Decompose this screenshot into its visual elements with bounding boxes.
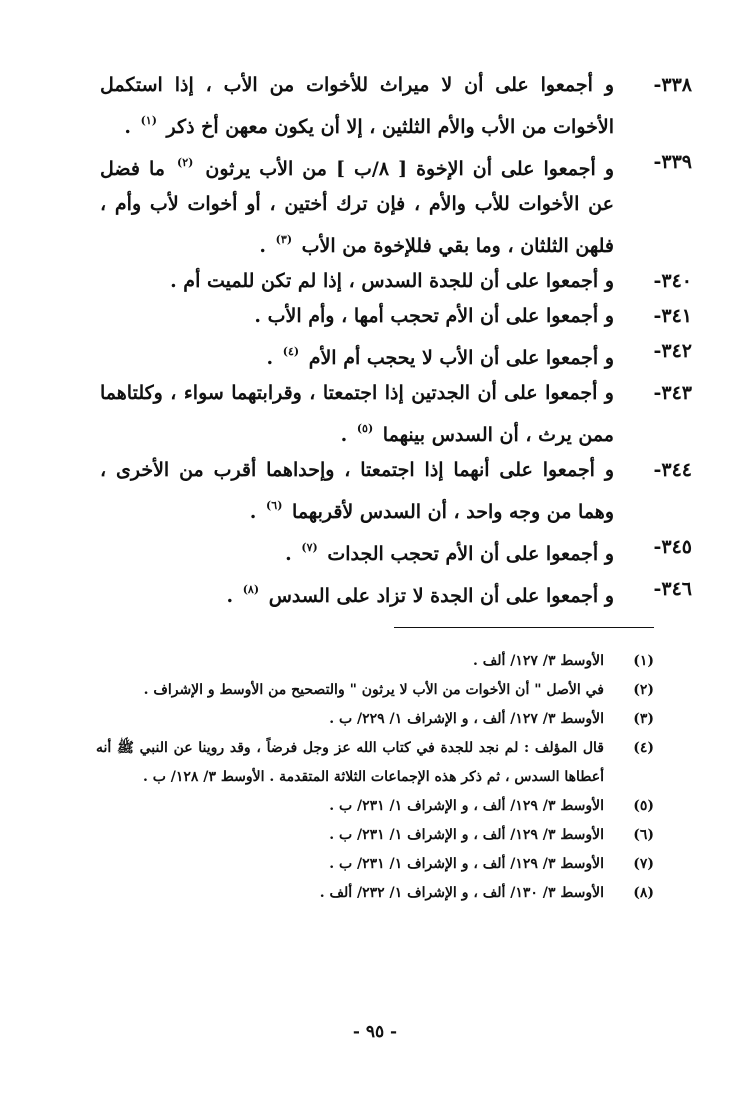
consensus-entry-342 bbox=[100, 334, 692, 376]
entry-text bbox=[100, 453, 614, 530]
footnote-text: قال المؤلف : لم نجد للجدة في كتاب الله عز وجل فرضاً ، وقد روينا عن النبي ﷺ أنه أعطاها السدس ، ثم ذكر هذه الإجماعات الثلاثة المتقدمة . الأوسط ٣/ ١٢٨/ ب . bbox=[96, 740, 604, 785]
entry-number: ٣٤٣- bbox=[653, 382, 692, 404]
entry-number: ٣٣٩- bbox=[653, 151, 692, 173]
footnote-text: الأوسط ٣/ ١٢٩/ ألف ، و الإشراف ١/ ٢٣١/ ب . bbox=[329, 798, 604, 814]
footnotes bbox=[96, 647, 654, 908]
entry-text bbox=[100, 376, 614, 453]
entry-tail: . bbox=[226, 585, 234, 607]
entry-body: و أجمعوا على أن الجدتين إذا اجتمعتا ، وقرابتهما سواء ، وكلتاهما ممن يرث ، أن السدس بينهما bbox=[100, 382, 614, 446]
entry-number: ٣٤١- bbox=[653, 305, 692, 327]
entry-tail: . bbox=[285, 543, 292, 565]
entry-text bbox=[100, 299, 614, 334]
footnote-number: (١) bbox=[633, 653, 654, 669]
footnote-number: (٥) bbox=[633, 798, 654, 814]
entry-tail: . bbox=[266, 347, 274, 369]
entry-text bbox=[100, 530, 614, 572]
entry-body: و أجمعوا على أن الجدة لا تزاد على السدس bbox=[268, 585, 614, 607]
footnote-ref[interactable]: (٧) bbox=[301, 541, 318, 554]
entry-tail: . bbox=[124, 116, 131, 138]
entry-number: ٣٤٤- bbox=[653, 459, 692, 481]
footnote-number: (٣) bbox=[633, 711, 654, 727]
footnote-6 bbox=[96, 821, 654, 850]
entry-text bbox=[100, 572, 614, 614]
footnote-text: الأوسط ٣/ ١٢٧/ ألف . bbox=[472, 653, 604, 669]
consensus-entry-346 bbox=[100, 572, 692, 614]
footnote-divider bbox=[394, 627, 654, 628]
entry-text bbox=[100, 145, 614, 264]
footnote-number: (٧) bbox=[633, 856, 654, 872]
footnote-text: في الأصل " أن الأخوات من الأب لا يرثون " والتصحيح من الأوسط و الإشراف . bbox=[143, 682, 604, 698]
consensus-list bbox=[100, 68, 692, 614]
footnote-ref[interactable]: (٦) bbox=[266, 499, 283, 512]
consensus-entry-339 bbox=[100, 145, 692, 264]
entry-number: ٣٣٨- bbox=[653, 74, 692, 96]
entry-body: و أجمعوا على أن الإخوة [ ٨/ب ] من الأب يرثون bbox=[205, 158, 615, 180]
consensus-entry-338 bbox=[100, 68, 692, 145]
entry-body: و أجمعوا على أنهما إذا اجتمعتا ، وإحداهما أقرب من الأخرى ، وهما من وجه واحد ، أن السدس لأقربهما bbox=[100, 459, 614, 523]
footnote-ref[interactable]: (٢) bbox=[177, 156, 194, 169]
entry-body: و أجمعوا على أن الأب لا يحجب أم الأم bbox=[308, 347, 614, 369]
consensus-entry-344 bbox=[100, 453, 692, 530]
footnote-number: (٢) bbox=[633, 682, 654, 698]
consensus-entry-340 bbox=[100, 264, 692, 299]
entry-text bbox=[100, 334, 614, 376]
entry-text bbox=[100, 264, 614, 299]
entry-tail: . bbox=[249, 501, 257, 523]
footnote-7 bbox=[96, 850, 654, 879]
consensus-entry-341 bbox=[100, 299, 692, 334]
footnote-5 bbox=[96, 792, 654, 821]
footnote-ref[interactable]: (١) bbox=[140, 114, 157, 127]
entry-text bbox=[100, 68, 614, 145]
footnote-ref[interactable]: (٤) bbox=[282, 345, 300, 358]
entry-body: و أجمعوا على أن لا ميراث للأخوات من الأب ، إذا استكمل الأخوات من الأب والأم الثلثين ، إلا أن يكون معهن أخ ذكر bbox=[100, 74, 614, 138]
footnote-4 bbox=[96, 734, 654, 792]
entry-number: ٣٤٢- bbox=[653, 340, 692, 362]
entry-body: و أجمعوا على أن الأم تحجب أمها ، وأم الأب . bbox=[254, 305, 614, 327]
entry-body: و أجمعوا على أن للجدة السدس ، إذا لم تكن للميت أم . bbox=[170, 270, 614, 292]
footnote-8 bbox=[96, 879, 654, 908]
entry-number: ٣٤٠- bbox=[653, 270, 692, 292]
entry-number: ٣٤٥- bbox=[653, 536, 692, 558]
consensus-entry-345 bbox=[100, 530, 692, 572]
footnote-2 bbox=[96, 676, 654, 705]
footnote-number: (٤) bbox=[633, 740, 654, 756]
footnote-ref[interactable]: (٣) bbox=[275, 233, 293, 246]
footnote-text: الأوسط ٣/ ١٣٠/ ألف ، و الإشراف ١/ ٢٣٢/ ألف . bbox=[319, 885, 604, 901]
entry-tail: . bbox=[340, 424, 348, 446]
footnote-text: الأوسط ٣/ ١٢٩/ ألف ، و الإشراف ١/ ٢٣١/ ب . bbox=[329, 827, 604, 843]
entry-tail: ما فضل عن الأخوات للأب والأم ، فإن ترك أختين ، أو أخوات لأب وأم ، فلهن الثلثان ، وما بقي فللإخوة من الأب bbox=[100, 158, 614, 257]
footnote-3 bbox=[96, 705, 654, 734]
entry-body: و أجمعوا على أن الأم تحجب الجدات bbox=[327, 543, 614, 565]
entry-tail: . bbox=[259, 235, 267, 257]
footnote-ref[interactable]: (٥) bbox=[356, 422, 374, 435]
consensus-entry-343 bbox=[100, 376, 692, 453]
entry-number: ٣٤٦- bbox=[653, 578, 692, 600]
footnote-number: (٨) bbox=[633, 885, 654, 901]
page-number: - ٩٥ - bbox=[352, 1022, 398, 1042]
footnote-text: الأوسط ٣/ ١٢٧/ ألف ، و الإشراف ١/ ٢٢٩/ ب . bbox=[329, 711, 604, 727]
footnote-number: (٦) bbox=[633, 827, 654, 843]
footnote-ref[interactable]: (٨) bbox=[242, 583, 260, 596]
footnote-text: الأوسط ٣/ ١٢٩/ ألف ، و الإشراف ١/ ٢٣١/ ب . bbox=[329, 856, 604, 872]
footnote-1 bbox=[96, 647, 654, 676]
